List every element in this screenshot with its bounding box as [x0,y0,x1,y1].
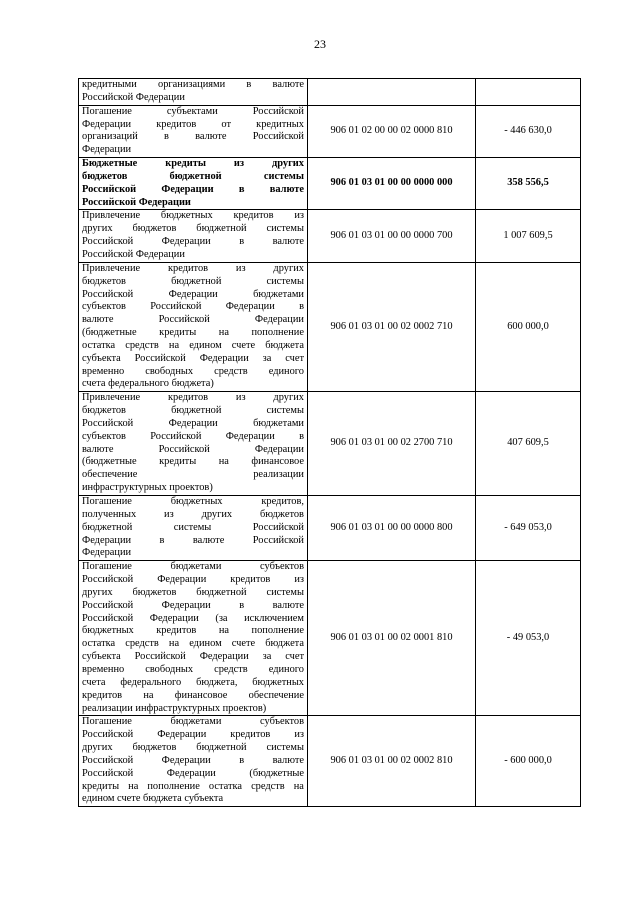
description-line: Российской Федерации [82,248,185,260]
description-line: Российской Федерации (за исключением [82,612,304,624]
description-line: Российской Федерации в валюте [82,236,304,248]
description-line: счета федерального бюджета, бюджетных [82,676,304,688]
description-line: счета федерального бюджета) [82,378,214,390]
row-description [79,561,308,716]
description-line: Погашение бюджетами субъектов [82,561,304,573]
budget-code: 906 01 02 00 00 02 0000 810 [308,105,476,157]
table-row [79,105,581,157]
row-description [79,158,308,210]
description-line: временно свободных средств единого [82,365,304,377]
description-line: кредитными организациями в валюте [82,79,304,90]
table-row [79,496,581,561]
description-line: остатка средств на едином счете бюджета [82,638,304,650]
description-line: субъекта Российской Федерации за счет [82,651,304,663]
description-line: Российской Федерации бюджетами [82,417,304,429]
amount: 1 007 609,5 [476,210,581,262]
table-row [79,716,581,807]
description-line: Российской Федерации бюджетами [82,288,304,300]
description-line: бюджетов бюджетной системы [82,405,304,417]
amount: - 446 630,0 [476,105,581,157]
description-line: Российской Федерации (бюджетные [82,767,304,779]
row-description [79,716,308,807]
description-line: кредитов на финансовое обеспечение [82,689,304,701]
description-line: Привлечение бюджетных кредитов из [82,210,304,222]
budget-code [308,79,476,106]
budget-table [78,78,581,807]
amount: 358 556,5 [476,158,581,210]
description-line: Российской Федерации кредитов из [82,729,304,741]
description-line: Федерации [82,547,132,559]
description-line: субъекта Российской Федерации за счет [82,352,304,364]
description-line: Погашение бюджетных кредитов, [82,496,304,507]
description-line: кредиты на пополнение остатка средств на [82,780,304,792]
description-line: Российской Федерации в валюте [82,599,304,611]
description-line: (бюджетные кредиты на финансовое [82,456,304,468]
table-row [79,79,581,106]
description-line: Погашение бюджетами субъектов [82,716,304,728]
description-line: валюте Российской Федерации [82,314,304,326]
description-line: бюджетов бюджетной системы [82,275,304,287]
row-description [79,392,308,496]
description-line: Привлечение кредитов из других [82,262,304,274]
description-line: бюджетов бюджетной системы [82,170,304,182]
description-line: Погашение субъектами Российской [82,105,304,117]
row-description [79,496,308,561]
row-description [79,262,308,391]
budget-table-body [79,79,581,807]
row-description [79,79,308,106]
row-description [79,210,308,262]
page-number: 23 [314,37,326,51]
budget-code: 906 01 03 01 00 00 0000 700 [308,210,476,262]
description-line: субъектов Российской Федерации в [82,430,304,442]
budget-code: 906 01 03 01 00 02 0002 710 [308,262,476,391]
description-line: Российской Федерации кредитов из [82,574,304,586]
budget-code: 906 01 03 01 00 00 0000 000 [308,158,476,210]
table-row [79,210,581,262]
amount: 407 609,5 [476,392,581,496]
amount: 600 000,0 [476,262,581,391]
amount: - 49 053,0 [476,561,581,716]
description-line: остатка средств на едином счете бюджета [82,339,304,351]
budget-code: 906 01 03 01 00 02 0001 810 [308,561,476,716]
description-line: бюджетных кредитов на пополнение [82,625,304,637]
description-line: Российской Федерации [82,196,191,208]
description-line: других бюджетов бюджетной системы [82,742,304,754]
description-line: Федерации [82,144,132,156]
row-description [79,105,308,157]
table-row [79,262,581,391]
description-line: Привлечение кредитов из других [82,392,304,404]
amount: - 649 053,0 [476,496,581,561]
description-line: инфраструктурных проектов) [82,482,213,494]
description-line: бюджетной системы Российской [82,521,304,533]
description-line: временно свободных средств единого [82,663,304,675]
description-line: других бюджетов бюджетной системы [82,586,304,598]
table-row [79,392,581,496]
description-line: Российской Федерации [82,91,185,103]
description-line: реализации инфраструктурных проектов) [82,702,267,714]
description-line: Федерации в валюте Российской [82,534,304,546]
budget-code: 906 01 03 01 00 02 2700 710 [308,392,476,496]
description-line: организаций в валюте Российской [82,131,304,143]
budget-code: 906 01 03 01 00 02 0002 810 [308,716,476,807]
table-row [79,561,581,716]
description-line: Бюджетные кредиты из других [82,158,304,170]
description-line: валюте Российской Федерации [82,443,304,455]
description-line: Федерации кредитов от кредитных [82,118,304,130]
description-line: Российской Федерации в валюте [82,183,304,195]
table-row [79,158,581,210]
description-line: обеспечение реализации [82,469,304,481]
description-line: других бюджетов бюджетной системы [82,223,304,235]
amount [476,79,581,106]
amount: - 600 000,0 [476,716,581,807]
description-line: Российской Федерации в валюте [82,754,304,766]
budget-code: 906 01 03 01 00 00 0000 800 [308,496,476,561]
description-line: субъектов Российской Федерации в [82,301,304,313]
description-line: едином счете бюджета субъекта [82,793,224,805]
description-line: (бюджетные кредиты на пополнение [82,327,304,339]
description-line: полученных из других бюджетов [82,508,304,520]
